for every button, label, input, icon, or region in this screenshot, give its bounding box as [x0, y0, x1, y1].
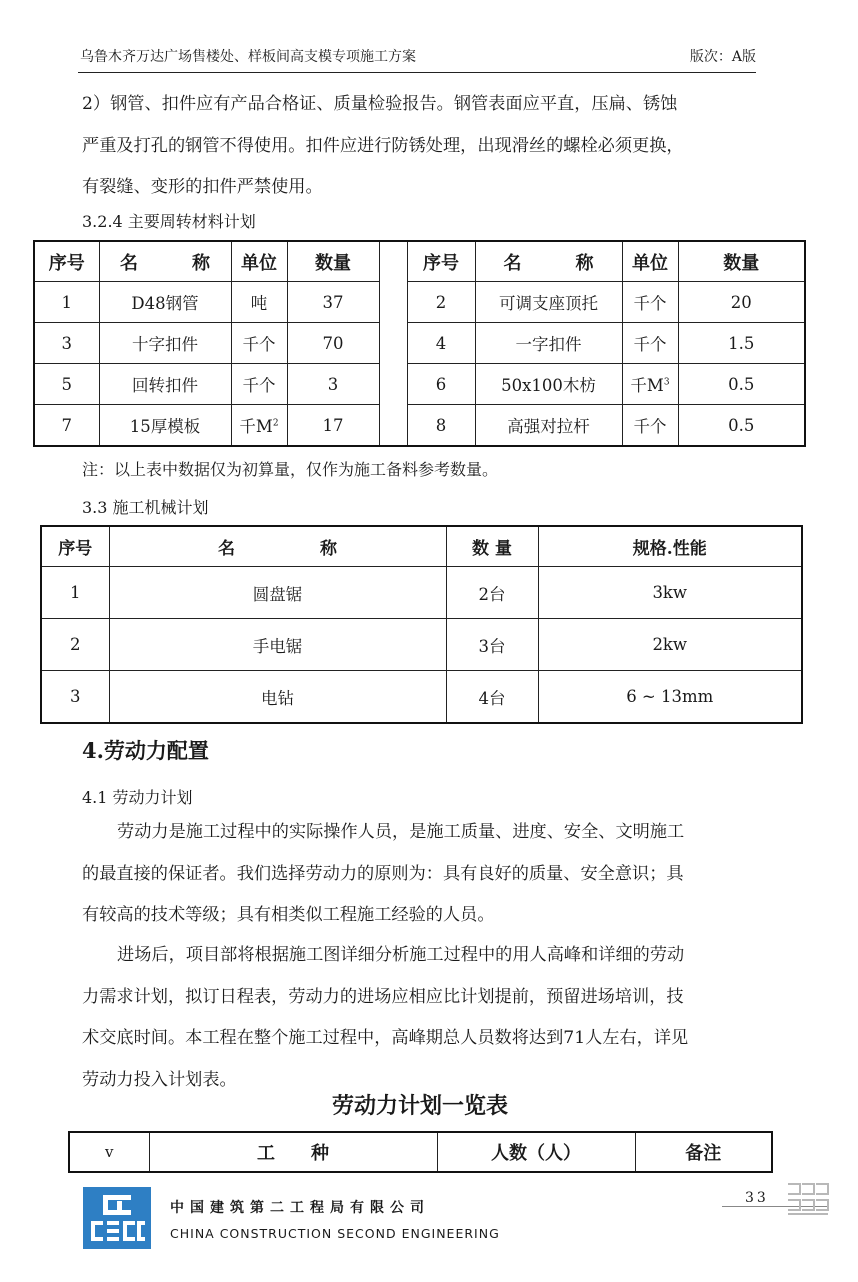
- table-cell: D48钢管: [99, 282, 231, 323]
- table-cell: 8: [407, 405, 475, 447]
- header-cell: 单位: [622, 241, 678, 282]
- header-cell: 人数（人）: [437, 1132, 635, 1172]
- text-line: 劳动力是施工过程中的实际操作人员，是施工质量、进度、安全、文明施工: [117, 822, 685, 842]
- table-cell-unit: [231, 405, 287, 447]
- table-cell: 回转扣件: [99, 364, 231, 405]
- header-divider: [78, 72, 756, 73]
- decorative-stripes-icon: [786, 1180, 830, 1224]
- text-line: 严重及打孔的钢管不得使用。扣件应进行防锈处理，出现滑丝的螺栓必须更换，: [82, 135, 684, 156]
- header-cell: 序号: [41, 526, 109, 567]
- unit-superscript: 3: [663, 377, 670, 388]
- table-cell: 15厚模板: [99, 405, 231, 447]
- header-cell: 名 称: [109, 526, 446, 567]
- cscec-logo-graphic: [83, 1187, 151, 1249]
- header-cell: 序号: [34, 241, 99, 282]
- table-cell: 千个: [231, 364, 287, 405]
- table-row: [41, 567, 802, 619]
- table-cell: 2台: [446, 567, 538, 619]
- header-cell: v: [69, 1132, 149, 1172]
- table-cell: 37: [287, 282, 379, 323]
- table-cell: 3: [41, 671, 109, 724]
- cscec-logo: [83, 1187, 151, 1249]
- table-cell: 4: [407, 323, 475, 364]
- table-cell: 1: [41, 567, 109, 619]
- table-cell: 1: [34, 282, 99, 323]
- company-name-cn: 中国建筑第二工程局有限公司: [170, 1200, 430, 1216]
- table-cell: 高强对拉杆: [475, 405, 622, 447]
- table-cell: 一字扣件: [475, 323, 622, 364]
- machine-table: [40, 525, 803, 724]
- table-row: [41, 671, 802, 724]
- header-cell: 单位: [231, 241, 287, 282]
- table-note: 注：以上表中数据仅为初算量，仅作为施工备料参考数量。: [82, 460, 499, 479]
- header-cell: 规格.性能: [538, 526, 802, 567]
- version-label: 版次：A版: [689, 49, 756, 65]
- company-name-en: CHINA CONSTRUCTION SECOND ENGINEERING: [170, 1226, 500, 1241]
- table-row: [41, 619, 802, 671]
- header-cell: 数量: [287, 241, 379, 282]
- text-line: 术交底时间。本工程在整个施工过程中，高峰期总人员数将达到71人左右，详见: [82, 1028, 689, 1048]
- table-cell: 千个: [622, 282, 678, 323]
- page-number: 33: [745, 1190, 769, 1206]
- labor-table: [68, 1131, 773, 1173]
- table-cell: 2kw: [538, 619, 802, 671]
- table-cell: 3: [287, 364, 379, 405]
- table-cell: 1.5: [678, 323, 805, 364]
- text-line: 2）钢管、扣件应有产品合格证、质量检验报告。钢管表面应平直，压扁、锈蚀: [82, 94, 678, 114]
- text-line: 劳动力投入计划表。: [82, 1069, 237, 1090]
- table-header-row: [34, 241, 805, 282]
- table-cell: 2: [41, 619, 109, 671]
- labor-table-title: 劳动力计划一览表: [331, 1093, 508, 1119]
- table-cell: 7: [34, 405, 99, 447]
- table-row: [34, 405, 805, 447]
- table-cell: 5: [34, 364, 99, 405]
- table-cell: 17: [287, 405, 379, 447]
- materials-table: [33, 240, 806, 447]
- table-cell: 千个: [231, 323, 287, 364]
- paragraph-labor-definition: [82, 812, 758, 937]
- section-heading-324: 3.2.4 主要周转材料计划: [82, 212, 256, 231]
- table-cell: 3: [34, 323, 99, 364]
- table-cell: 圆盘锯: [109, 567, 446, 619]
- header-cell: 数量: [678, 241, 805, 282]
- unit-text: 千M: [239, 417, 273, 436]
- table-cell: 可调支座顶托: [475, 282, 622, 323]
- table-cell: 20: [678, 282, 805, 323]
- header-cell: 工 种: [149, 1132, 437, 1172]
- table-cell: 十字扣件: [99, 323, 231, 364]
- table-cell: 4台: [446, 671, 538, 724]
- header-cell: 备注: [635, 1132, 772, 1172]
- table-row: [34, 282, 805, 323]
- table-header-row: [69, 1132, 772, 1172]
- table-cell: 千个: [622, 405, 678, 447]
- table-cell: 6: [407, 364, 475, 405]
- section-heading-33: 3.3 施工机械计划: [82, 498, 209, 517]
- text-line: 的最直接的保证者。我们选择劳动力的原则为：具有良好的质量、安全意识；具: [82, 863, 684, 884]
- table-cell: 千个: [622, 323, 678, 364]
- table-cell: 手电锯: [109, 619, 446, 671]
- paragraph-steel-pipe: [82, 84, 758, 209]
- table-cell: 0.5: [678, 364, 805, 405]
- table-header-row: [41, 526, 802, 567]
- text-line: 有较高的技术等级；具有相类似工程施工经验的人员。: [82, 905, 495, 925]
- header-cell: 数 量: [446, 526, 538, 567]
- header-cell: 序号: [407, 241, 475, 282]
- section-heading-41: 4.1 劳动力计划: [82, 788, 193, 807]
- table-cell: 电钻: [109, 671, 446, 724]
- table-cell: 0.5: [678, 405, 805, 447]
- text-line: 进场后，项目部将根据施工图详细分析施工过程中的用人高峰和详细的劳动: [117, 945, 685, 965]
- text-line: 力需求计划，拟订日程表，劳动力的进场应相应比计划提前，预留进场培训，技: [82, 986, 684, 1007]
- unit-superscript: 2: [272, 418, 279, 429]
- table-row: [34, 323, 805, 364]
- section-heading-4: 4.劳动力配置: [82, 738, 209, 763]
- text-line: 有裂缝、变形的扣件严禁使用。: [82, 177, 323, 197]
- document-title: 乌鲁木齐万达广场售楼处、样板间高支模专项施工方案: [80, 49, 416, 65]
- table-cell: 3kw: [538, 567, 802, 619]
- table-cell: 吨: [231, 282, 287, 323]
- table-row: [34, 364, 805, 405]
- unit-text: 千M: [630, 376, 664, 395]
- table-cell: 2: [407, 282, 475, 323]
- paragraph-labor-plan: [82, 935, 758, 1101]
- column-gap: [379, 241, 407, 446]
- header-cell: 名 称: [475, 241, 622, 282]
- table-cell: 3台: [446, 619, 538, 671]
- header-cell: 名 称: [99, 241, 231, 282]
- table-cell: 70: [287, 323, 379, 364]
- table-cell: 6 ~ 13mm: [538, 671, 802, 724]
- table-cell: 50x100木枋: [475, 364, 622, 405]
- table-cell-unit: [622, 364, 678, 405]
